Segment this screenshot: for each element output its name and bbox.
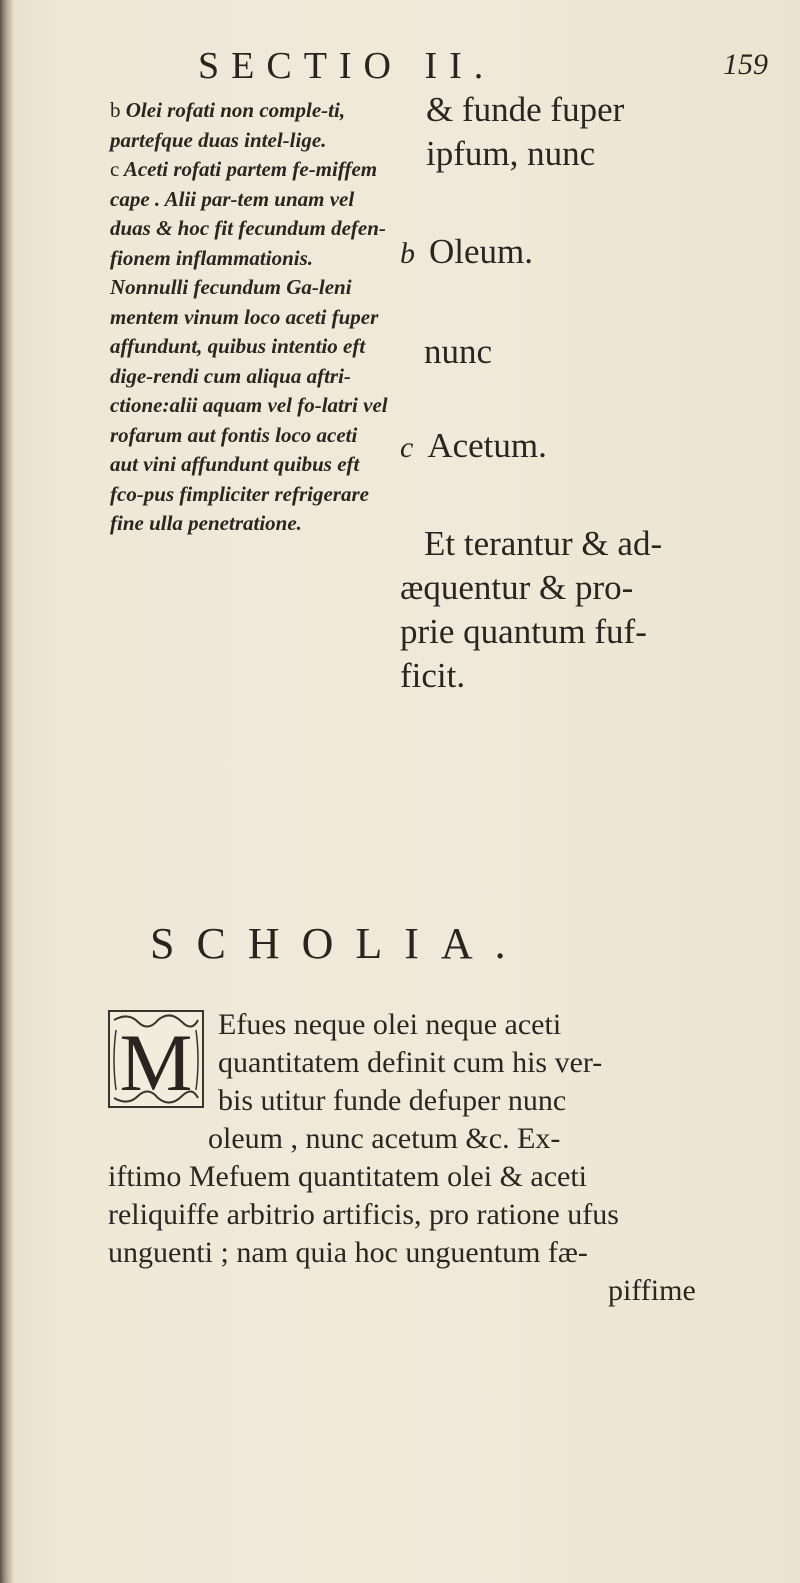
binding-gutter bbox=[0, 0, 14, 1583]
section-title: SECTIO II. bbox=[198, 45, 496, 87]
scholia-line: bis utitur funde defuper nunc bbox=[218, 1084, 567, 1117]
scholia-line: oleum , nunc acetum &c. Ex- bbox=[208, 1122, 561, 1155]
note-letter: b bbox=[110, 98, 121, 122]
scholia-line: unguenti ; nam quia hoc unguentum fæ- bbox=[108, 1236, 588, 1269]
scholia-line: quantitatem definit cum his ver- bbox=[218, 1046, 603, 1079]
text-line: ficit. bbox=[400, 656, 466, 695]
scholia-line: iftimo Mefuem quantitatem olei & aceti bbox=[108, 1160, 588, 1193]
text-line-word: Oleum. bbox=[429, 232, 534, 271]
page-number: 159 bbox=[723, 48, 768, 81]
initial-letter: M bbox=[119, 1017, 193, 1108]
scholia-line: piffime bbox=[608, 1274, 696, 1307]
ornamental-initial bbox=[108, 1010, 204, 1108]
note-mark: c bbox=[400, 431, 414, 464]
note-mark: b bbox=[400, 237, 415, 270]
marginal-notes bbox=[110, 96, 390, 539]
note-text: Olei rofati non comple-ti, partefque duas intel-lige. bbox=[110, 98, 346, 152]
scholia-line: Efues neque olei neque aceti bbox=[218, 1008, 562, 1041]
note-b bbox=[110, 96, 390, 155]
note-c bbox=[110, 155, 390, 539]
text-line bbox=[400, 426, 547, 468]
text-line: & funde fuper bbox=[426, 90, 625, 129]
scholia-heading: SCHOLIA. bbox=[150, 919, 528, 968]
text-line: ipfum, nunc bbox=[426, 134, 596, 173]
scholia-line: reliquiffe arbitrio artificis, pro ratione ufus bbox=[108, 1198, 619, 1231]
text-line: prie quantum fuf- bbox=[400, 612, 647, 651]
text-line: Et terantur & ad- bbox=[424, 524, 663, 563]
running-head bbox=[198, 44, 768, 94]
text-line: nunc bbox=[424, 332, 493, 371]
text-line: æquentur & pro- bbox=[400, 568, 634, 607]
text-line bbox=[400, 232, 533, 274]
text-line-word: Acetum. bbox=[427, 426, 547, 465]
note-letter: c bbox=[110, 157, 120, 181]
note-text: Aceti rofati partem fe-miffem cape . Alii par-tem unam vel duas & hoc fit fecundum defen-fionem inflammationis. Nonnulli fecundum Ga-leni mentem vinum loco aceti fuper affundunt, quibus intentio eft dige-rendi cum aliqua aftri-ctione:alii aquam vel fo-latri vel rofarum aut fontis loco aceti aut vini affundunt quibus eft fco-pus fimpliciter refrigerare fine ulla penetratione. bbox=[110, 157, 388, 535]
